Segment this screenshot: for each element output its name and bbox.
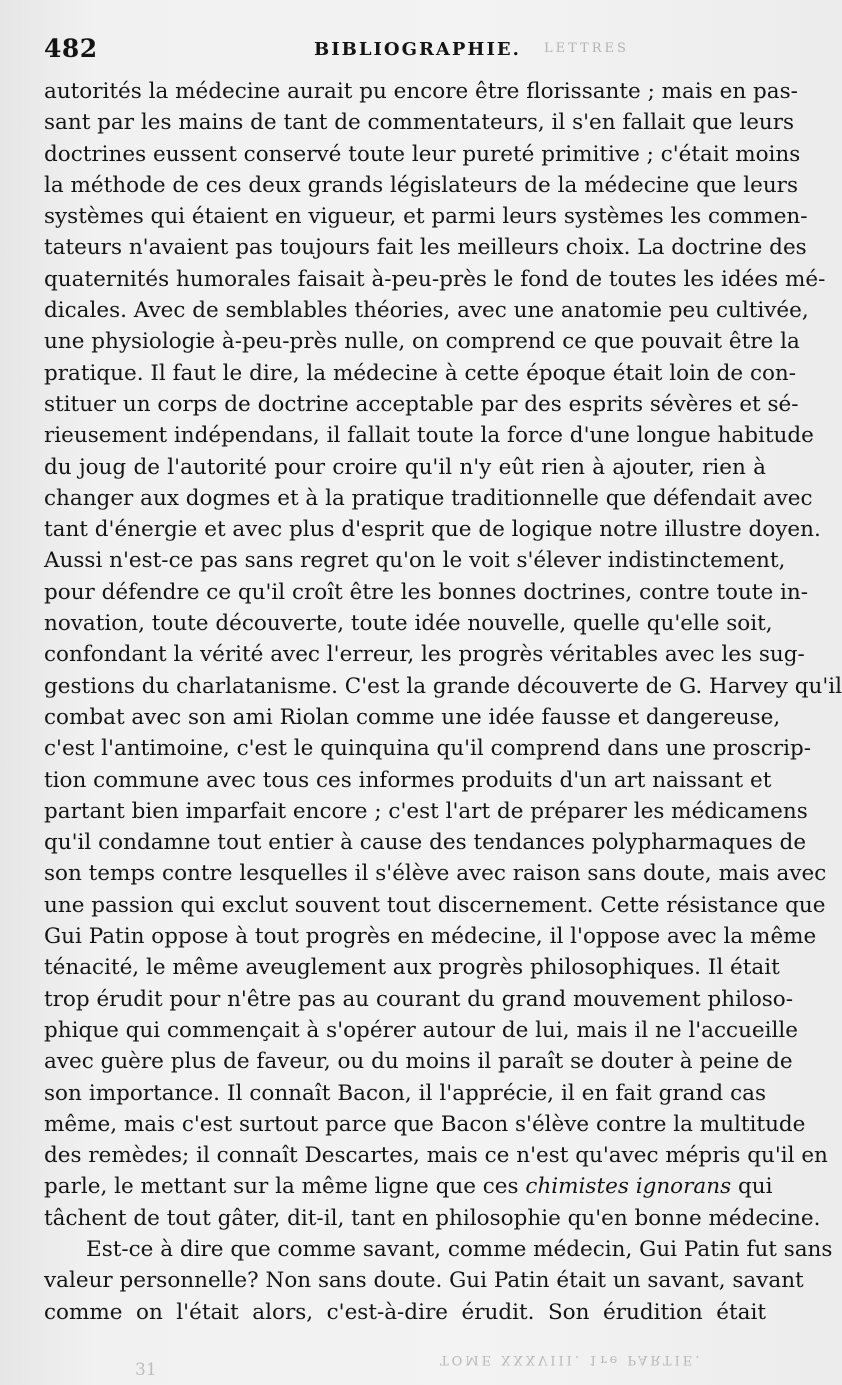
body-text — [44, 76, 842, 1328]
text-line: du joug de l'autorité pour croire qu'il n'y eût rien à ajouter, rien à — [44, 454, 766, 480]
text-line: tâchent de tout gâter, dit-il, tant en philosophie qu'en bonne médecine. — [44, 1205, 821, 1231]
text-line: des remèdes; il connaît Descartes, mais ce n'est qu'avec mépris qu'il en — [44, 1143, 828, 1169]
text-line: même, mais c'est surtout parce que Bacon s'élève contre la multitude — [44, 1111, 806, 1137]
text-line: partant bien imparfait encore ; c'est l'art de préparer les médicamens — [44, 798, 808, 824]
text-line: la méthode de ces deux grands législateurs de la médecine que leurs — [44, 172, 798, 198]
text-line: confondant la vérité avec l'erreur, les progrès véritables avec les sug- — [44, 642, 805, 668]
text-line: doctrines eussent conservé toute leur pureté primitive ; c'était moins — [44, 141, 801, 167]
text-line: c'est l'antimoine, c'est le quinquina qu'il comprend dans une proscrip- — [44, 736, 812, 762]
text-line: rieusement indépendans, il fallait toute la force d'une longue habitude — [44, 423, 814, 449]
text-line: comme on l'était alors, c'est-à-dire érudit. Son érudition était — [44, 1299, 766, 1325]
text-line-with-italic — [44, 1171, 773, 1202]
page-header — [44, 34, 744, 64]
text-line: pratique. Il faut le dire, la médecine à cette époque était loin de con- — [44, 360, 797, 386]
text-segment: parle, le mettant sur la même ligne que ces — [44, 1174, 519, 1200]
text-line: son importance. Il connaît Bacon, il l'apprécie, il en fait grand cas — [44, 1080, 766, 1106]
text-line: Aussi n'est-ce pas sans regret qu'on le voit s'élever indistinctement, — [44, 548, 786, 574]
text-segment: qui — [737, 1174, 773, 1200]
text-line: changer aux dogmes et à la pratique traditionnelle que défendait avec — [44, 485, 813, 511]
text-line: une passion qui exclut souvent tout discernement. Cette résistance que — [44, 892, 826, 918]
text-line: trop érudit pour n'être pas au courant du grand mouvement philoso- — [44, 986, 794, 1012]
text-line: stituer un corps de doctrine acceptable par des esprits sévères et sé- — [44, 391, 799, 417]
text-line: pour défendre ce qu'il croît être les bonnes doctrines, contre toute in- — [44, 579, 808, 605]
text-line: une physiologie à-peu-près nulle, on comprend ce que pouvait être la — [44, 329, 800, 355]
text-line: sant par les mains de tant de commentateurs, il s'en fallait que leurs — [44, 110, 795, 136]
text-line: phique qui commençait à s'opérer autour de lui, mais il ne l'accueille — [44, 1017, 799, 1043]
italic-phrase: chimistes ignorans — [525, 1174, 732, 1200]
paragraph-first-line: Est-ce à dire que comme savant, comme médecin, Gui Patin fut sans — [86, 1236, 833, 1262]
text-line: combat avec son ami Riolan comme une idée fausse et dangereuse, — [44, 704, 781, 730]
text-line: tant d'énergie et avec plus d'esprit que de logique notre illustre doyen. — [44, 517, 821, 543]
bleed-through-text: LETTRES — [544, 41, 629, 56]
text-line: son temps contre lesquelles il s'élève avec raison sans doute, mais avec — [44, 861, 827, 887]
signature-mark: 31 — [135, 1360, 157, 1380]
text-line: autorités la médecine aurait pu encore être florissante ; mais en pas- — [44, 79, 798, 104]
text-line: Gui Patin oppose à tout progrès en médecine, il l'oppose avec la même — [44, 924, 817, 950]
text-line: avec guère plus de faveur, ou du moins il paraît se douter à peine de — [44, 1049, 793, 1075]
page-number: 482 — [44, 34, 98, 63]
text-line: novation, toute découverte, toute idée nouvelle, quelle qu'elle soit, — [44, 611, 773, 637]
text-line: ténacité, le même aveuglement aux progrès philosophiques. Il était — [44, 955, 780, 981]
running-head: BIBLIOGRAPHIE. — [314, 39, 521, 60]
text-line: gestions du charlatanisme. C'est la grande découverte de G. Harvey qu'il — [44, 673, 842, 699]
text-line: systèmes qui étaient en vigueur, et parmi leurs systèmes les commen- — [44, 204, 808, 230]
text-line: qu'il condamne tout entier à cause des tendances polypharmaques de — [44, 830, 807, 856]
text-line: quaternités humorales faisait à-peu-près le fond de toutes les idées mé- — [44, 266, 826, 292]
text-line: dicales. Avec de semblables théories, avec une anatomie peu cultivée, — [44, 298, 809, 324]
text-line: tion commune avec tous ces informes produits d'un art naissant et — [44, 767, 772, 793]
text-line: tateurs n'avaient pas toujours fait les meilleurs choix. La doctrine des — [44, 235, 807, 261]
bleed-through-footer: TOME XXXVIII. 1re PARTIE. — [440, 1352, 703, 1367]
text-line: valeur personnelle? Non sans doute. Gui Patin était un savant, savant — [44, 1268, 804, 1294]
